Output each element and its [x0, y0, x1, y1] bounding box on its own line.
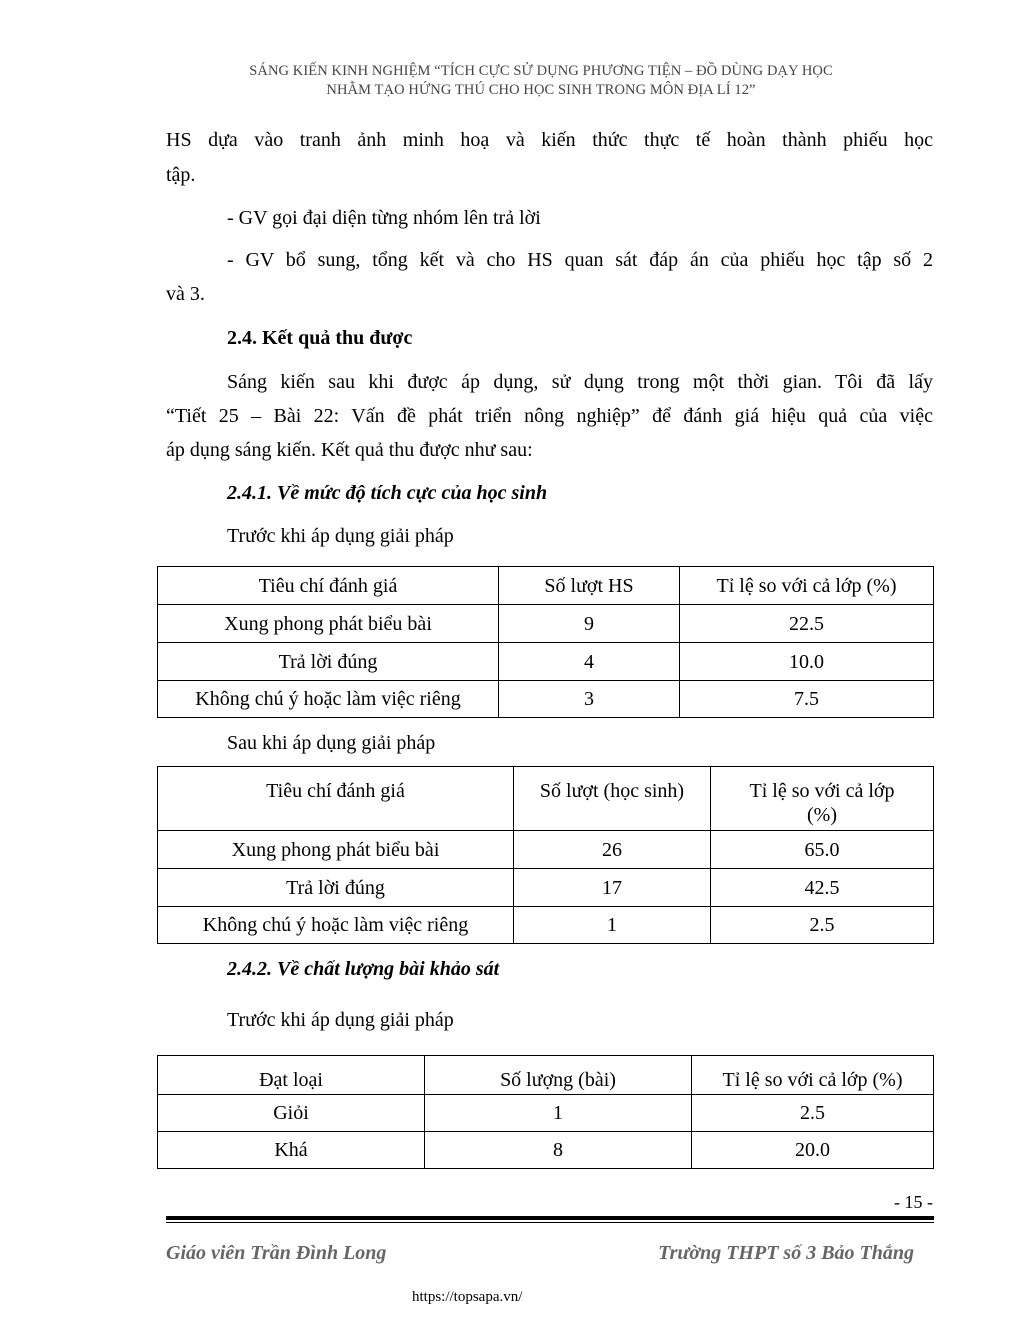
table-header-cell: Tỉ lệ so với cả lớp (%)	[692, 1056, 934, 1095]
heading-2-4-2: 2.4.2. Về chất lượng bài khảo sát	[227, 958, 500, 980]
table-cell: 26	[514, 831, 711, 869]
table-cell: 3	[499, 681, 680, 718]
table-cell: 42.5	[711, 869, 934, 907]
table-cell: Trả lời đúng	[158, 643, 499, 681]
label-before-table-3: Trước khi áp dụng giải pháp	[227, 1009, 454, 1031]
paragraph-4-line-1: Sáng kiến sau khi được áp dụng, sử dụng trong một thời gian. Tôi đã lấy	[227, 371, 933, 393]
table-header-cell: Đạt loại	[158, 1056, 425, 1095]
footer-teacher: Giáo viên Trần Đình Long	[166, 1242, 387, 1264]
table-cell: Giỏi	[158, 1095, 425, 1132]
table-header-cell: Số lượt HS	[499, 567, 680, 605]
table-after-activity	[157, 766, 934, 944]
table-cell: 2.5	[692, 1095, 934, 1132]
table-header-row	[158, 567, 934, 605]
table-cell: 10.0	[680, 643, 934, 681]
table-cell: 65.0	[711, 831, 934, 869]
paragraph-2: - GV gọi đại diện từng nhóm lên trả lời	[227, 207, 541, 229]
label-before-table-1: Trước khi áp dụng giải pháp	[227, 525, 454, 547]
paragraph-3-line-2: và 3.	[166, 283, 205, 305]
page-number: - 15 -	[894, 1192, 933, 1212]
table-cell: Không chú ý hoặc làm việc riêng	[158, 907, 514, 944]
footer-school: Trường THPT số 3 Bảo Thắng	[658, 1242, 914, 1264]
table-cell: 22.5	[680, 605, 934, 643]
header-line-1: SÁNG KIẾN KINH NGHIỆM “TÍCH CỰC SỬ DỤNG PHƯƠNG TIỆN – ĐỒ DÙNG DẠY HỌC	[249, 63, 833, 79]
table-cell: 8	[425, 1132, 692, 1169]
table-row	[158, 681, 934, 718]
table-row	[158, 831, 934, 869]
table-header-row	[158, 1056, 934, 1095]
table-header-line: (%)	[807, 804, 837, 826]
table-row	[158, 869, 934, 907]
table-cell: Xung phong phát biểu bài	[158, 831, 514, 869]
table-header-cell: Tỉ lệ so với cả lớp (%)	[680, 567, 934, 605]
table-cell: 1	[425, 1095, 692, 1132]
label-after-table-1: Sau khi áp dụng giải pháp	[227, 732, 436, 754]
table-cell: 2.5	[711, 907, 934, 944]
table-cell: Trả lời đúng	[158, 869, 514, 907]
table-cell: 20.0	[692, 1132, 934, 1169]
table-cell: 4	[499, 643, 680, 681]
table-header-cell: Tiêu chí đánh giá	[158, 567, 499, 605]
table-header-row	[158, 767, 934, 831]
table-before-activity	[157, 566, 934, 718]
table-cell: 17	[514, 869, 711, 907]
table-header-cell: Số lượng (bài)	[425, 1056, 692, 1095]
paragraph-1-line-2: tập.	[166, 164, 196, 186]
table-cell: Xung phong phát biểu bài	[158, 605, 499, 643]
heading-2-4: 2.4. Kết quả thu được	[227, 327, 413, 349]
table-header-line: Tỉ lệ so với cả lớp	[749, 780, 895, 802]
footer-rule-thin	[166, 1222, 934, 1223]
table-row	[158, 1095, 934, 1132]
table-header-cell: Tiêu chí đánh giá	[158, 767, 514, 831]
footer-rule-thick	[166, 1216, 934, 1220]
table-header-cell: Số lượt (học sinh)	[514, 767, 711, 831]
table-row	[158, 643, 934, 681]
paragraph-4-line-3: áp dụng sáng kiến. Kết quả thu được như sau:	[166, 439, 533, 461]
table-cell: Khá	[158, 1132, 425, 1169]
table-row	[158, 1132, 934, 1169]
paragraph-1-line-1: HS dựa vào tranh ảnh minh hoạ và kiến thức thực tế hoàn thành phiếu học	[166, 129, 933, 151]
table-row	[158, 605, 934, 643]
table-survey-quality	[157, 1055, 934, 1169]
table-cell: 7.5	[680, 681, 934, 718]
paragraph-4-line-2: “Tiết 25 – Bài 22: Vấn đề phát triển nông nghiệp” để đánh giá hiệu quả của việc	[166, 405, 933, 427]
table-cell: 1	[514, 907, 711, 944]
table-cell: Không chú ý hoặc làm việc riêng	[158, 681, 499, 718]
footer-url-link[interactable]: https://topsapa.vn/	[412, 1289, 523, 1305]
table-row	[158, 907, 934, 944]
header-line-2: NHẰM TẠO HỨNG THÚ CHO HỌC SINH TRONG MÔN ĐỊA LÍ 12”	[326, 82, 756, 98]
heading-2-4-1: 2.4.1. Về mức độ tích cực của học sinh	[227, 482, 548, 504]
table-cell: 9	[499, 605, 680, 643]
table-header-cell	[711, 767, 934, 831]
paragraph-3-line-1: - GV bổ sung, tổng kết và cho HS quan sát đáp án của phiếu học tập số 2	[227, 249, 933, 271]
